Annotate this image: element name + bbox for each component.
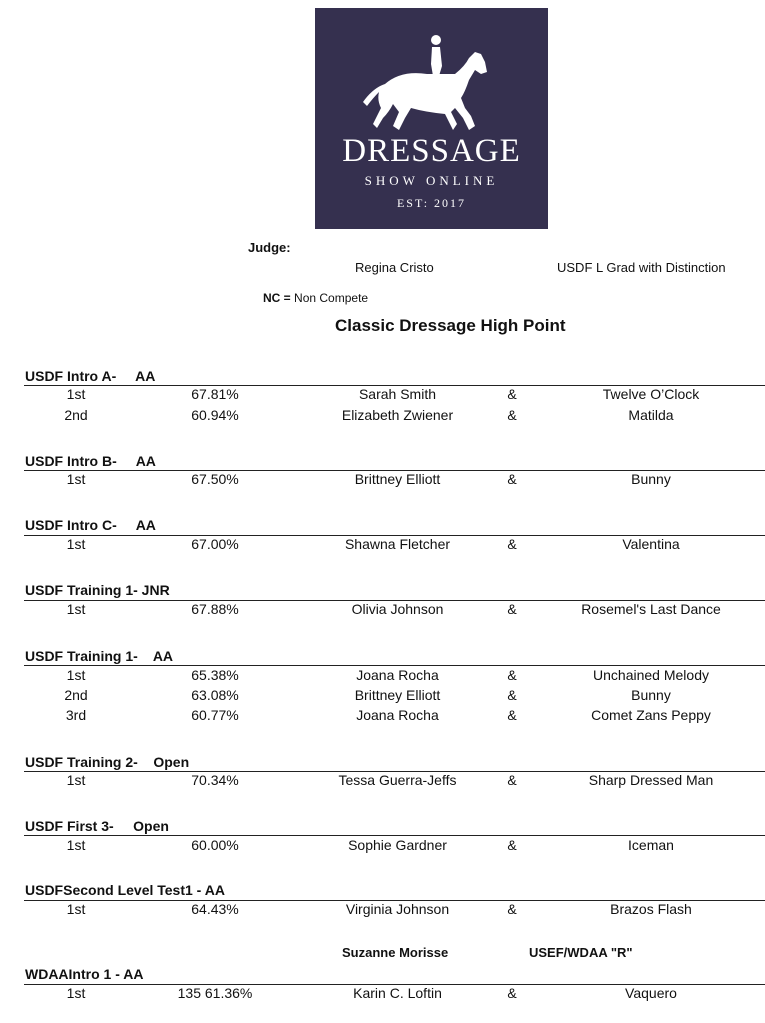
score: 70.34% bbox=[191, 772, 239, 788]
score: 60.77% bbox=[191, 707, 239, 723]
ampersand: & bbox=[507, 601, 517, 617]
horse-name: Unchained Melody bbox=[593, 667, 709, 683]
rider-name: Joana Rocha bbox=[356, 707, 439, 723]
result-row bbox=[0, 687, 765, 707]
result-row bbox=[0, 707, 765, 727]
rider-name: Brittney Elliott bbox=[354, 471, 441, 487]
rider-name: Olivia Johnson bbox=[351, 601, 444, 617]
judge2-credential: USEF/WDAA "R" bbox=[529, 945, 633, 960]
rider-name: Tessa Guerra-Jeffs bbox=[338, 772, 457, 788]
ampersand: & bbox=[507, 837, 517, 853]
rider-name: Sarah Smith bbox=[358, 386, 437, 402]
logo-title: DRESSAGE bbox=[342, 133, 521, 169]
result-row bbox=[0, 985, 765, 1005]
result-row bbox=[0, 901, 765, 921]
score: 60.00% bbox=[191, 837, 239, 853]
rider-name: Elizabeth Zwiener bbox=[341, 407, 454, 423]
horse-name: Rosemel's Last Dance bbox=[581, 601, 721, 617]
non-compete-key: NC = bbox=[263, 291, 291, 305]
judge-label: Judge: bbox=[248, 240, 291, 255]
result-row bbox=[0, 837, 765, 857]
ampersand: & bbox=[507, 471, 517, 487]
placing: 2nd bbox=[64, 687, 88, 703]
horse-name: Comet Zans Peppy bbox=[591, 707, 711, 723]
result-row bbox=[0, 407, 765, 427]
placing: 1st bbox=[66, 985, 86, 1001]
ampersand: & bbox=[507, 985, 517, 1001]
section-header: USDF Intro C- AA bbox=[25, 517, 156, 533]
placing: 1st bbox=[66, 601, 86, 617]
placing: 1st bbox=[66, 536, 86, 552]
horse-name: Iceman bbox=[628, 837, 674, 853]
section-header: USDF First 3- Open bbox=[25, 818, 169, 834]
section-header: USDF Intro A- AA bbox=[25, 368, 156, 384]
result-row bbox=[0, 471, 765, 491]
logo-subtitle: SHOW ONLINE bbox=[364, 173, 499, 188]
section-header: USDF Training 1- AA bbox=[25, 648, 174, 664]
placing: 1st bbox=[66, 386, 86, 402]
horse-name: Brazos Flash bbox=[610, 901, 692, 917]
ampersand: & bbox=[507, 667, 517, 683]
result-row bbox=[0, 386, 765, 406]
judge2-name: Suzanne Morisse bbox=[342, 945, 449, 960]
rider-name: Karin C. Loftin bbox=[353, 985, 442, 1001]
horse-name: Bunny bbox=[631, 471, 671, 487]
ampersand: & bbox=[507, 901, 517, 917]
score: 67.50% bbox=[191, 471, 239, 487]
non-compete-text: Non Compete bbox=[294, 291, 369, 305]
logo-established: EST: 2017 bbox=[396, 196, 467, 210]
result-row bbox=[0, 601, 765, 621]
ampersand: & bbox=[507, 407, 517, 423]
dressage-horse-rider-icon bbox=[363, 35, 487, 130]
ampersand: & bbox=[507, 772, 517, 788]
section-header: USDF Training 2- Open bbox=[25, 754, 190, 770]
placing: 2nd bbox=[64, 407, 88, 423]
section-header: USDF Training 1- JNR bbox=[25, 582, 170, 598]
section-header: WDAAIntro 1 - AA bbox=[25, 966, 144, 982]
score: 65.38% bbox=[191, 667, 239, 683]
judge-name: Regina Cristo bbox=[355, 260, 434, 275]
score: 67.00% bbox=[191, 536, 239, 552]
result-row bbox=[0, 772, 765, 792]
placing: 1st bbox=[66, 667, 86, 683]
horse-name: Twelve O’Clock bbox=[602, 386, 700, 402]
score: 67.88% bbox=[191, 601, 239, 617]
rider-name: Joana Rocha bbox=[356, 667, 439, 683]
ampersand: & bbox=[507, 687, 517, 703]
section-header: USDF Intro B- AA bbox=[25, 453, 156, 469]
rider-name: Virginia Johnson bbox=[345, 901, 450, 917]
horse-name: Bunny bbox=[631, 687, 671, 703]
rider-name: Shawna Fletcher bbox=[344, 536, 451, 552]
score: 63.08% bbox=[191, 687, 239, 703]
horse-name: Sharp Dressed Man bbox=[588, 772, 714, 788]
score: 64.43% bbox=[191, 901, 239, 917]
placing: 1st bbox=[66, 471, 86, 487]
dressage-show-logo bbox=[315, 8, 548, 229]
section-divider bbox=[24, 835, 765, 836]
placing: 3rd bbox=[65, 707, 87, 723]
section-divider bbox=[24, 665, 765, 666]
non-compete-note bbox=[263, 291, 368, 305]
horse-name: Valentina bbox=[622, 536, 680, 552]
judge-credential: USDF L Grad with Distinction bbox=[557, 260, 726, 275]
placing: 1st bbox=[66, 901, 86, 917]
ampersand: & bbox=[507, 386, 517, 402]
result-row bbox=[0, 667, 765, 687]
rider-name: Sophie Gardner bbox=[348, 837, 447, 853]
score: 135 61.36% bbox=[177, 985, 253, 1001]
score: 67.81% bbox=[191, 386, 239, 402]
placing: 1st bbox=[66, 772, 86, 788]
result-row bbox=[0, 536, 765, 556]
placing: 1st bbox=[66, 837, 86, 853]
section-header: USDFSecond Level Test1 - AA bbox=[25, 882, 225, 898]
horse-name: Vaquero bbox=[625, 985, 677, 1001]
horse-name: Matilda bbox=[628, 407, 674, 423]
score: 60.94% bbox=[191, 407, 239, 423]
ampersand: & bbox=[507, 536, 517, 552]
ampersand: & bbox=[507, 707, 517, 723]
rider-name: Brittney Elliott bbox=[354, 687, 441, 703]
page-title: Classic Dressage High Point bbox=[335, 316, 566, 335]
